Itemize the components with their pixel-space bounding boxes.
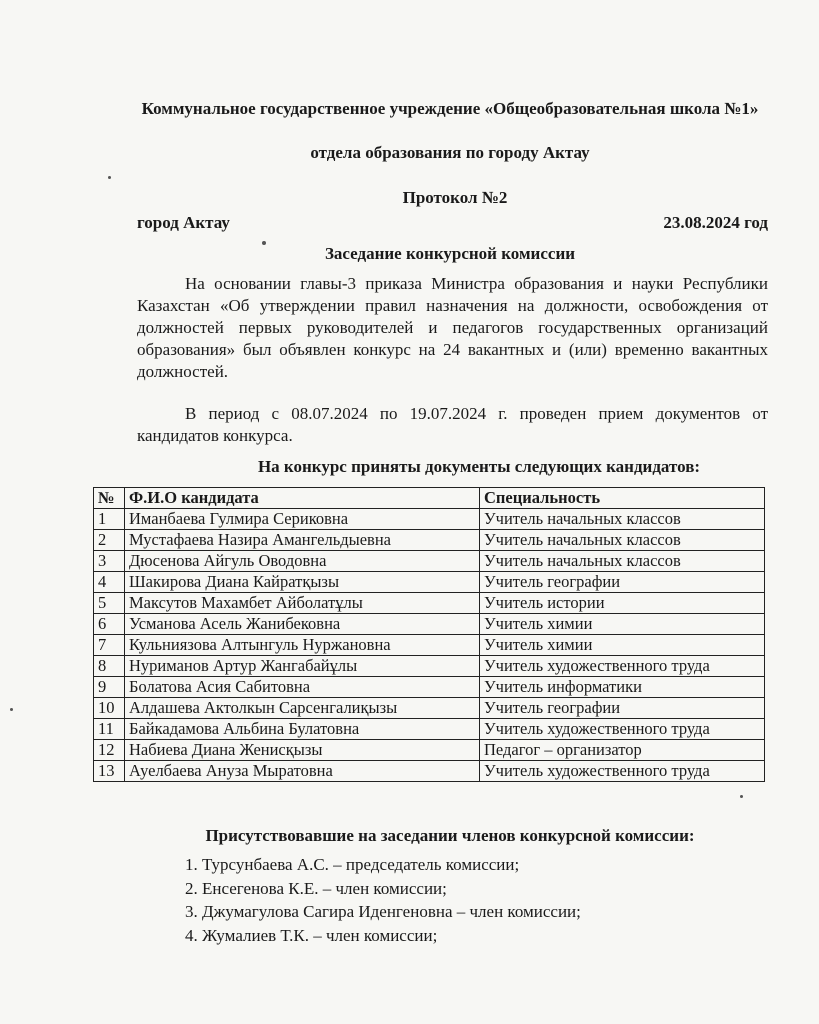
cell-specialty: Учитель художественного труда bbox=[480, 719, 765, 740]
cell-number: 6 bbox=[94, 614, 125, 635]
table-row bbox=[94, 677, 765, 698]
cell-specialty: Учитель художественного труда bbox=[480, 761, 765, 782]
cell-specialty: Учитель географии bbox=[480, 698, 765, 719]
cell-number: 1 bbox=[94, 509, 125, 530]
protocol-date: 23.08.2024 год bbox=[663, 213, 768, 232]
cell-name: Иманбаева Гулмира Сериковна bbox=[125, 509, 480, 530]
table-row bbox=[94, 572, 765, 593]
member-item: 3. Джумагулова Сагира Иденгеновна – член комиссии; bbox=[202, 900, 581, 924]
cell-specialty: Учитель химии bbox=[480, 635, 765, 656]
members-list bbox=[178, 853, 581, 947]
table-row bbox=[94, 593, 765, 614]
cell-specialty: Учитель географии bbox=[480, 572, 765, 593]
cell-specialty: Учитель химии bbox=[480, 614, 765, 635]
institution-name: Коммунальное государственное учреждение «Общеобразовательная школа №1» bbox=[141, 99, 759, 118]
cell-number: 2 bbox=[94, 530, 125, 551]
cell-name: Шакирова Диана Кайратқызы bbox=[125, 572, 480, 593]
table-row bbox=[94, 551, 765, 572]
cell-name: Байкадамова Альбина Булатовна bbox=[125, 719, 480, 740]
table-row bbox=[94, 530, 765, 551]
meeting-title: Заседание конкурсной комиссии bbox=[324, 244, 576, 263]
cell-name: Мустафаева Назира Амангельдыевна bbox=[125, 530, 480, 551]
cell-number: 11 bbox=[94, 719, 125, 740]
present-heading: Присутствовавшие на заседании членов конкурсной комиссии: bbox=[205, 826, 695, 845]
table-header-row bbox=[94, 488, 765, 509]
department-name: отдела образования по городу Актау bbox=[310, 143, 590, 162]
cell-number: 5 bbox=[94, 593, 125, 614]
scan-speck bbox=[740, 795, 743, 798]
paragraph-basis: На основании главы-3 приказа Министра образования и науки Республики Казахстан «Об утверждении правил назначения на должности, освобождения от должностей первых руководителей и педагогов государственных организаций образования» был объявлен конкурс на 24 вакантных и (или) временно вакантных должностей. bbox=[137, 274, 768, 381]
cell-name: Болатова Асия Сабитовна bbox=[125, 677, 480, 698]
scan-speck bbox=[108, 176, 111, 179]
cell-name: Дюсенова Айгуль Оводовна bbox=[125, 551, 480, 572]
scan-speck bbox=[262, 241, 266, 245]
cell-number: 12 bbox=[94, 740, 125, 761]
cell-number: 8 bbox=[94, 656, 125, 677]
cell-number: 13 bbox=[94, 761, 125, 782]
cell-name: Усманова Асель Жанибековна bbox=[125, 614, 480, 635]
cell-name: Нуриманов Артур Жангабайұлы bbox=[125, 656, 480, 677]
scan-speck bbox=[10, 708, 13, 711]
cell-specialty: Учитель истории bbox=[480, 593, 765, 614]
table-row bbox=[94, 635, 765, 656]
table-row bbox=[94, 719, 765, 740]
cell-number: 4 bbox=[94, 572, 125, 593]
cell-name: Кульниязова Алтынгуль Нуржановна bbox=[125, 635, 480, 656]
column-header-specialty: Специальность bbox=[480, 488, 765, 509]
cell-specialty: Учитель начальных классов bbox=[480, 551, 765, 572]
candidates-table bbox=[93, 487, 765, 782]
table-row bbox=[94, 698, 765, 719]
cell-name: Набиева Диана Женисқызы bbox=[125, 740, 480, 761]
cell-number: 10 bbox=[94, 698, 125, 719]
protocol-city: город Актау bbox=[137, 213, 230, 232]
cell-specialty: Учитель начальных классов bbox=[480, 509, 765, 530]
cell-number: 3 bbox=[94, 551, 125, 572]
column-header-number: № bbox=[94, 488, 125, 509]
table-row bbox=[94, 761, 765, 782]
table-row bbox=[94, 656, 765, 677]
cell-specialty: Учитель информатики bbox=[480, 677, 765, 698]
cell-number: 7 bbox=[94, 635, 125, 656]
cell-specialty: Учитель начальных классов bbox=[480, 530, 765, 551]
cell-name: Максутов Махамбет Айболатұлы bbox=[125, 593, 480, 614]
table-row bbox=[94, 614, 765, 635]
candidates-heading: На конкурс приняты документы следующих кандидатов: bbox=[257, 457, 701, 476]
table-row bbox=[94, 740, 765, 761]
member-item: 1. Турсунбаева А.С. – председатель комиссии; bbox=[202, 853, 581, 877]
member-item: 2. Енсегенова К.Е. – член комиссии; bbox=[202, 877, 581, 901]
table-body bbox=[94, 509, 765, 782]
cell-number: 9 bbox=[94, 677, 125, 698]
member-item: 4. Жумалиев Т.К. – член комиссии; bbox=[202, 924, 581, 948]
cell-specialty: Учитель художественного труда bbox=[480, 656, 765, 677]
cell-name: Алдашева Актолкын Сарсенгалиқызы bbox=[125, 698, 480, 719]
column-header-name: Ф.И.О кандидата bbox=[125, 488, 480, 509]
paragraph-period: В период с 08.07.2024 по 19.07.2024 г. проведен прием документов от кандидатов конкурса. bbox=[137, 404, 768, 445]
cell-specialty: Педагог – организатор bbox=[480, 740, 765, 761]
protocol-title: Протокол №2 bbox=[402, 188, 508, 207]
table-row bbox=[94, 509, 765, 530]
cell-name: Ауелбаева Ануза Мыратовна bbox=[125, 761, 480, 782]
